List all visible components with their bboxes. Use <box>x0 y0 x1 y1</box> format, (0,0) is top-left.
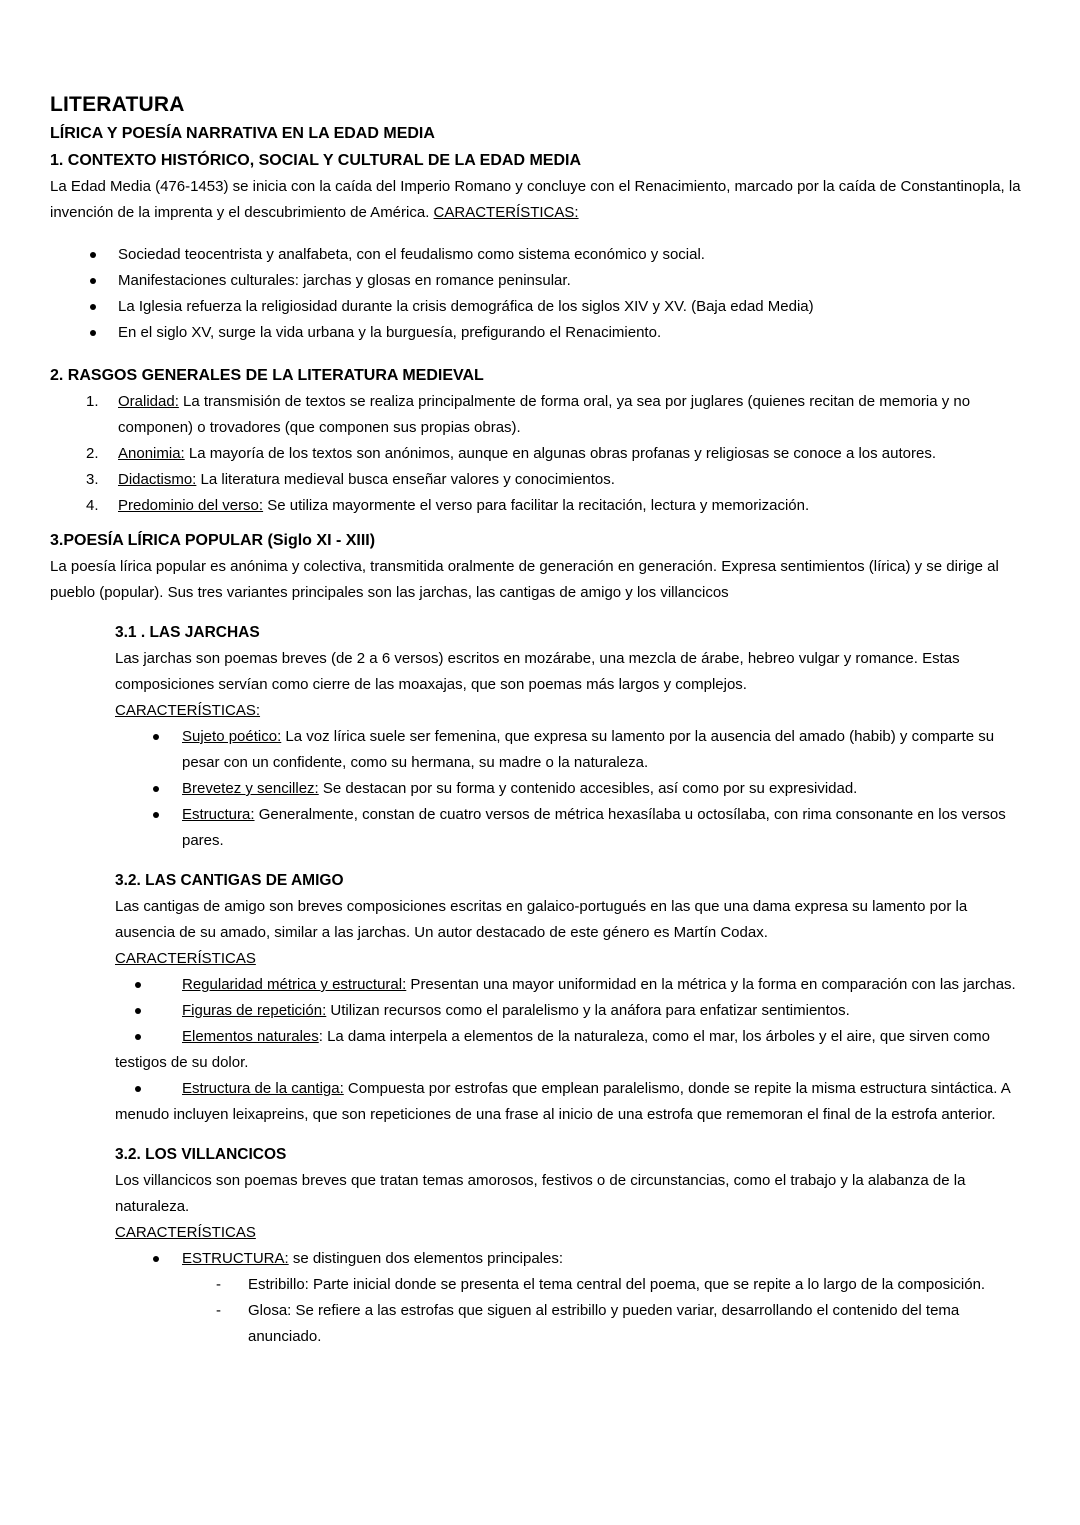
list-item <box>115 972 1030 998</box>
jarchas-intro: Las jarchas son poemas breves (de 2 a 6 versos) escritos en mozárabe, una mezcla de árabe, hebreo vulgar y romance. Estas composiciones servían como cierre de las moaxajas, que son poemas más largos y complejos. <box>115 650 960 693</box>
list-item-text: Estribillo: Parte inicial donde se presenta el tema central del poema, que se repite a lo largo de la composición. <box>248 1276 986 1293</box>
villancicos-intro: Los villancicos son poemas breves que tratan temas amorosos, festivos o de circunstancias, como el trabajo y la alabanza de la naturaleza. <box>115 1172 966 1215</box>
section1-bullet-list <box>50 242 1030 346</box>
definition: La voz lírica suele ser femenina, que expresa su lamento por la ausencia del amado (habib) y comparte su pesar con un confidente, como su hermana, su madre o la naturaleza. <box>182 728 995 771</box>
villancicos-dash-list <box>115 1272 1030 1350</box>
definition: La mayoría de los textos son anónimos, aunque en algunas obras profanas y religiosas se conoce a los autores. <box>184 445 936 462</box>
section2-heading: 2. RASGOS GENERALES DE LA LITERATURA MEDIEVAL <box>50 367 484 384</box>
jarchas-caracteristicas-label <box>115 698 1030 724</box>
cantigas-heading: 3.2. LAS CANTIGAS DE AMIGO <box>115 872 344 889</box>
definition: Generalmente, constan de cuatro versos de métrica hexasílaba u octosílaba, con rima consonante en los versos pares. <box>182 806 1006 849</box>
list-item <box>115 776 1030 802</box>
term: Regularidad métrica y estructural: <box>182 976 407 993</box>
subsection-jarchas <box>115 620 1030 854</box>
cantigas-intro: Las cantigas de amigo son breves composiciones escritas en galaico-portugués en las que una dama expresa su lamento por la ausencia de su amado, similar a las jarchas. Un autor destacado de este género es Martín Codax. <box>115 898 968 941</box>
section1-heading: 1. CONTEXTO HISTÓRICO, SOCIAL Y CULTURAL DE LA EDAD MEDIA <box>50 152 582 169</box>
section2-numbered-list <box>50 389 1030 519</box>
definition: Compuesta por estrofas que emplean paralelismo, donde se repite la misma estructura sintáctica. A menudo incluyen leixapreins, que son repeticiones de una frase al inicio de una estrofa que rememoran el final de la estrofa anterior. <box>115 1080 1010 1123</box>
term: Anonimia: <box>118 445 185 462</box>
list-item <box>115 802 1030 854</box>
caracteristicas-text: CARACTERÍSTICAS <box>115 1224 256 1241</box>
definition: Utilizan recursos como el paralelismo y la anáfora para enfatizar sentimientos. <box>326 1002 850 1019</box>
definition: La transmisión de textos se realiza principalmente de forma oral, ya sea por juglares (quienes recitan de memoria y no componen) o trovadores (que componen sus propias obras). <box>118 393 971 436</box>
definition: Presentan una mayor uniformidad en la métrica y la forma en comparación con las jarchas. <box>406 976 1016 993</box>
spacer <box>50 346 1030 362</box>
doc-subtitle: LÍRICA Y POESÍA NARRATIVA EN LA EDAD MEDIA <box>50 125 435 142</box>
term: Estructura de la cantiga: <box>182 1080 344 1097</box>
section3-intro: La poesía lírica popular es anónima y colectiva, transmitida oralmente de generación en generación. Expresa sentimientos (lírica) y se dirige al pueblo (popular). Sus tres variantes principales son las jarchas, las cantigas de amigo y los villancicos <box>50 558 999 601</box>
spacer <box>50 519 1030 527</box>
list-item <box>50 389 1030 441</box>
doc-title: LITERATURA <box>50 93 185 116</box>
term: Elementos naturales <box>182 1028 319 1045</box>
list-item <box>115 1298 1030 1350</box>
villancicos-caracteristicas-label <box>115 1220 1030 1246</box>
list-item <box>50 242 1030 268</box>
spacer <box>50 226 1030 242</box>
subsection-villancicos <box>115 1142 1030 1350</box>
cantigas-caracteristicas-label <box>115 946 1030 972</box>
list-item <box>115 1272 1030 1298</box>
list-item-text: Manifestaciones culturales: jarchas y glosas en romance peninsular. <box>118 272 571 289</box>
list-item <box>50 493 1030 519</box>
caracteristicas-text: CARACTERÍSTICAS <box>115 950 256 967</box>
list-item <box>50 294 1030 320</box>
section1-intro-text: La Edad Media (476-1453) se inicia con la caída del Imperio Romano y concluye con el Renacimiento, marcado por la caída de Constantinopla, la invención de la imprenta y el descubrimiento de América. <box>50 178 1021 221</box>
list-item-text: En el siglo XV, surge la vida urbana y la burguesía, prefigurando el Renacimiento. <box>118 324 662 341</box>
list-item <box>50 441 1030 467</box>
jarchas-heading: 3.1 . LAS JARCHAS <box>115 624 260 641</box>
subsection-cantigas <box>115 868 1030 1128</box>
section1-caracteristicas-label: CARACTERÍSTICAS: <box>433 204 579 221</box>
term: ESTRUCTURA: <box>182 1250 289 1267</box>
section1-intro <box>50 174 1030 226</box>
villancicos-heading: 3.2. LOS VILLANCICOS <box>115 1146 287 1163</box>
term: Oralidad: <box>118 393 179 410</box>
jarchas-bullet-list <box>115 724 1030 854</box>
list-item <box>115 1076 1030 1128</box>
spacer <box>50 854 1030 868</box>
villancicos-bullet-list <box>115 1246 1030 1272</box>
list-item-text: Sociedad teocentrista y analfabeta, con el feudalismo como sistema económico y social. <box>118 246 705 263</box>
section3-heading: 3.POESÍA LÍRICA POPULAR (Siglo XI - XIII) <box>50 532 376 549</box>
list-item-text: Glosa: Se refiere a las estrofas que siguen al estribillo y pueden variar, desarrollando el contenido del tema anunciado. <box>248 1302 960 1345</box>
definition: Se utiliza mayormente el verso para facilitar la recitación, lectura y memorización. <box>263 497 810 514</box>
spacer <box>50 1128 1030 1142</box>
definition: se distinguen dos elementos principales: <box>288 1250 564 1267</box>
definition: Se destacan por su forma y contenido accesibles, así como por su expresividad. <box>318 780 858 797</box>
term: Didactismo: <box>118 471 197 488</box>
term: Brevetez y sencillez: <box>182 780 319 797</box>
definition: : La dama interpela a elementos de la naturaleza, como el mar, los árboles y el aire, que sirven como testigos de su dolor. <box>115 1028 990 1071</box>
term: Sujeto poético: <box>182 728 282 745</box>
list-item <box>50 467 1030 493</box>
term: Figuras de repetición: <box>182 1002 327 1019</box>
list-item <box>115 724 1030 776</box>
caracteristicas-text: CARACTERÍSTICAS: <box>115 702 261 719</box>
list-item <box>50 320 1030 346</box>
list-item <box>115 998 1030 1024</box>
list-item <box>115 1024 1030 1076</box>
definition: La literatura medieval busca enseñar valores y conocimientos. <box>196 471 615 488</box>
term: Estructura: <box>182 806 255 823</box>
list-item-text: La Iglesia refuerza la religiosidad durante la crisis demográfica de los siglos XIV y XV. (Baja edad Media) <box>118 298 814 315</box>
spacer <box>50 606 1030 620</box>
list-item <box>115 1246 1030 1272</box>
list-item <box>50 268 1030 294</box>
term: Predominio del verso: <box>118 497 264 514</box>
